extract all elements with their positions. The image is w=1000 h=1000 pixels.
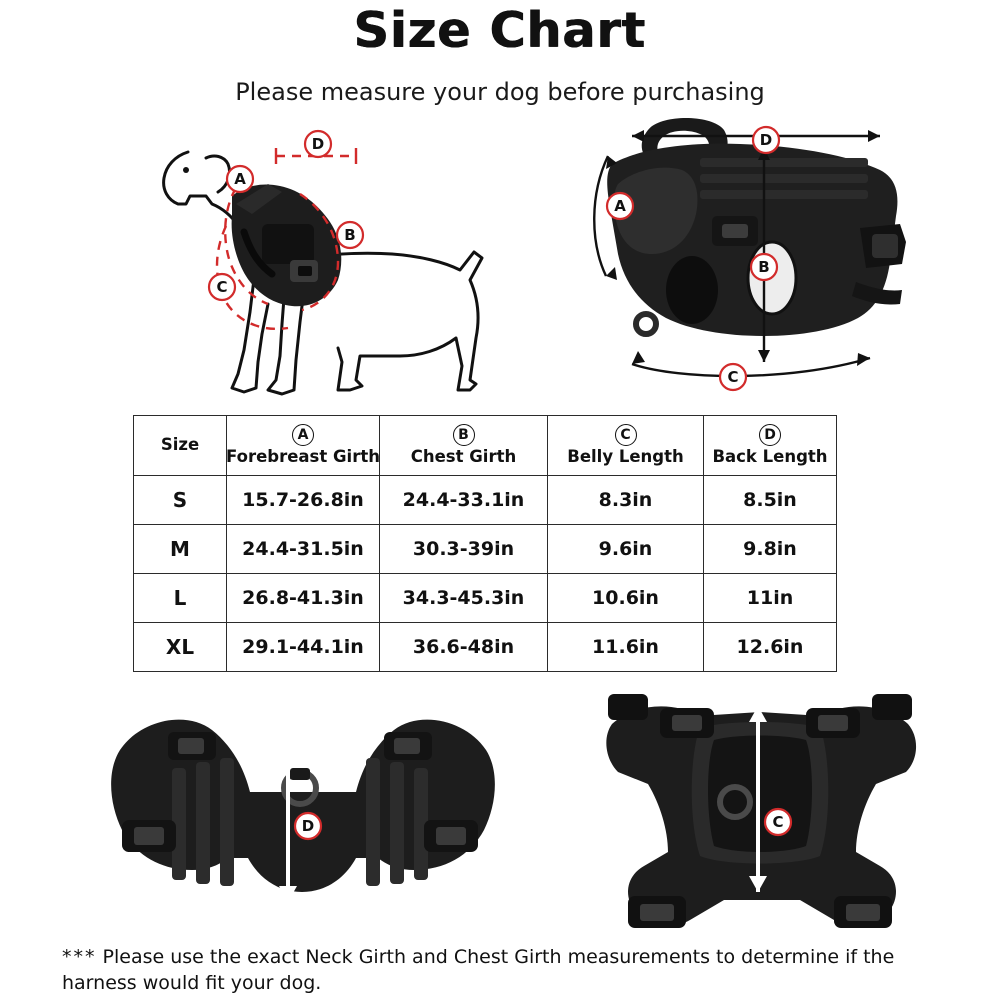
- svg-text:D: D: [759, 131, 773, 149]
- marker-d-dog: [305, 131, 331, 157]
- cell-chest-girth: 34.3-45.3in: [380, 574, 548, 623]
- harness-front-view: [606, 694, 916, 928]
- marker-b-product: [751, 254, 777, 280]
- cell-forebreast-girth: 24.4-31.5in: [227, 525, 380, 574]
- table-header-back-length: [704, 416, 837, 476]
- cell-forebreast-girth: 15.7-26.8in: [227, 476, 380, 525]
- cell-forebreast-girth: 29.1-44.1in: [227, 623, 380, 672]
- svg-text:D: D: [311, 135, 325, 153]
- marker-d-flat: [295, 813, 321, 839]
- svg-text:C: C: [772, 813, 784, 831]
- cell-belly-length: 8.3in: [548, 476, 704, 525]
- cell-belly-length: 9.6in: [548, 525, 704, 574]
- cell-forebreast-girth: 26.8-41.3in: [227, 574, 380, 623]
- size-table: [133, 415, 837, 672]
- table-header-chest-girth: [380, 416, 548, 476]
- cell-back-length: 8.5in: [704, 476, 837, 525]
- svg-text:C: C: [216, 278, 228, 296]
- cell-belly-length: 11.6in: [548, 623, 704, 672]
- marker-a-product: [607, 193, 633, 219]
- badge-d-icon: D: [759, 424, 781, 446]
- header-label-size: Size: [160, 435, 200, 455]
- svg-text:D: D: [301, 817, 315, 835]
- cell-size: L: [134, 574, 227, 623]
- cell-chest-girth: 24.4-33.1in: [380, 476, 548, 525]
- table-row: [134, 525, 837, 574]
- header-label-belly-length: Belly Length: [567, 447, 684, 467]
- cell-chest-girth: 30.3-39in: [380, 525, 548, 574]
- header-label-back-length: Back Length: [712, 447, 828, 467]
- header-label-chest-girth: Chest Girth: [410, 447, 517, 467]
- cell-back-length: 11in: [704, 574, 837, 623]
- table-row: [134, 574, 837, 623]
- cell-size: S: [134, 476, 227, 525]
- marker-a-dog: [227, 166, 253, 192]
- table-header-row: [134, 416, 837, 476]
- page-subtitle: Please measure your dog before purchasing: [235, 78, 765, 106]
- marker-c-dog: [209, 274, 235, 300]
- svg-text:B: B: [344, 226, 356, 244]
- cell-chest-girth: 36.6-48in: [380, 623, 548, 672]
- marker-c-front: [765, 809, 791, 835]
- svg-text:A: A: [234, 170, 246, 188]
- footnote-text: Please use the exact Neck Girth and Chest Girth measurements to determine if the harness would fit your dog.: [62, 946, 895, 994]
- table-header-forebreast-girth: [227, 416, 380, 476]
- arrow-a: [594, 156, 608, 276]
- harness-on-dog-graphic: [232, 184, 342, 306]
- harness-product-illustration: [607, 118, 906, 336]
- badge-c-icon: C: [615, 424, 637, 446]
- arrow-c: [632, 358, 870, 376]
- page-title: Size Chart: [353, 2, 647, 59]
- table-row: [134, 476, 837, 525]
- badge-b-icon: B: [453, 424, 475, 446]
- cell-back-length: 12.6in: [704, 623, 837, 672]
- table-header-belly-length: [548, 416, 704, 476]
- marker-d-product: [753, 127, 779, 153]
- measurement-illustrations: [0, 112, 1000, 402]
- svg-text:A: A: [614, 197, 626, 215]
- footnote: [62, 945, 952, 996]
- badge-a-icon: A: [292, 424, 314, 446]
- svg-text:C: C: [727, 368, 739, 386]
- cell-size: M: [134, 525, 227, 574]
- table-row: [134, 623, 837, 672]
- cell-back-length: 9.8in: [704, 525, 837, 574]
- cell-size: XL: [134, 623, 227, 672]
- bottom-product-figures: [0, 680, 1000, 940]
- marker-c-product: [720, 364, 746, 390]
- header-label-forebreast-girth: Forebreast Girth: [226, 447, 380, 467]
- table-header-size: [134, 416, 227, 476]
- size-table-wrapper: [133, 415, 836, 672]
- harness-flat-view: [111, 720, 495, 892]
- cell-belly-length: 10.6in: [548, 574, 704, 623]
- svg-text:B: B: [758, 258, 770, 276]
- marker-b-dog: [337, 222, 363, 248]
- footnote-stars: ***: [62, 946, 97, 968]
